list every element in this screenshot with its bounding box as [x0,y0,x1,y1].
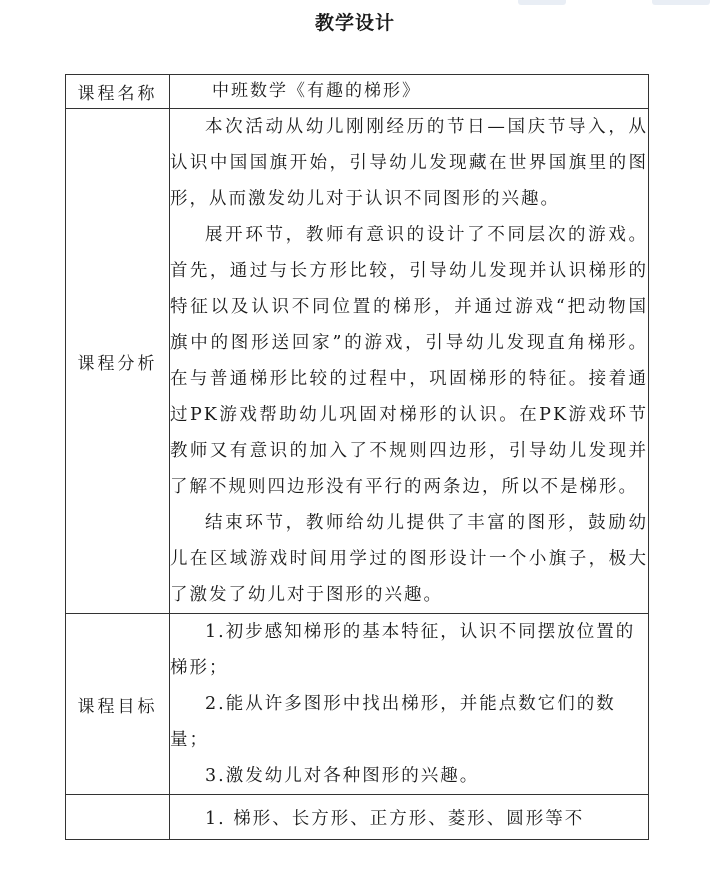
course-analysis-label: 课程分析 [66,109,170,614]
lesson-plan-table [65,74,649,840]
table-row-course-goals [66,614,649,795]
top-edge-shade-right [652,0,710,5]
goal-item-2: 2.能从许多图形中找出梯形，并能点数它们的数量； [170,694,616,750]
course-goals-label: 课程目标 [66,614,170,795]
course-goals-cell [170,614,649,795]
analysis-paragraph-development: 展开环节，教师有意识的设计了不同层次的游戏。首先，通过与长方形比较，引导幼儿发现并认识梯形的特征以及认识不同位置的梯形，并通过游戏“把动物国旗中的图形送回家”的游戏，引导幼儿发现直角梯形。在与普通梯形比较的过程中，巩固梯形的特征。接着通过PK游戏帮助幼儿巩固对梯形的认识。在PK游戏环节教师又有意识的加入了不规则四边形，引导幼儿发现并了解不规则四边形没有平行的两条边，所以不是梯形。 [170,225,648,497]
goal-item-1: 1.初步感知梯形的基本特征，认识不同摆放位置的梯形； [170,622,636,678]
goal-item-3: 3.激发幼儿对各种图形的兴趣。 [205,766,480,786]
page-title: 教学设计 [314,12,395,34]
next-row-label [66,795,170,840]
course-name-label: 课程名称 [66,75,170,109]
table-row-course-analysis [66,109,649,614]
table-row-course-name [66,75,649,109]
course-name-cell [170,75,649,109]
course-analysis-cell [170,109,649,614]
analysis-paragraph-intro: 本次活动从幼儿刚刚经历的节日—国庆节导入，从认识中国国旗开始，引导幼儿发现藏在世界国旗里的图形，从而激发幼儿对于认识不同图形的兴趣。 [170,117,648,209]
next-row-cell [170,795,649,840]
table-row-next [66,795,649,840]
next-row-item-1: 1. 梯形、长方形、正方形、菱形、圆形等不 [205,809,585,829]
analysis-paragraph-ending: 结束环节，教师给幼儿提供了丰富的图形，鼓励幼儿在区域游戏时间用学过的图形设计一个小旗子，极大了激发了幼儿对于图形的兴趣。 [170,513,648,605]
top-edge-shade-left [518,0,566,5]
course-name-value: 中班数学《有趣的梯形》 [212,81,421,101]
